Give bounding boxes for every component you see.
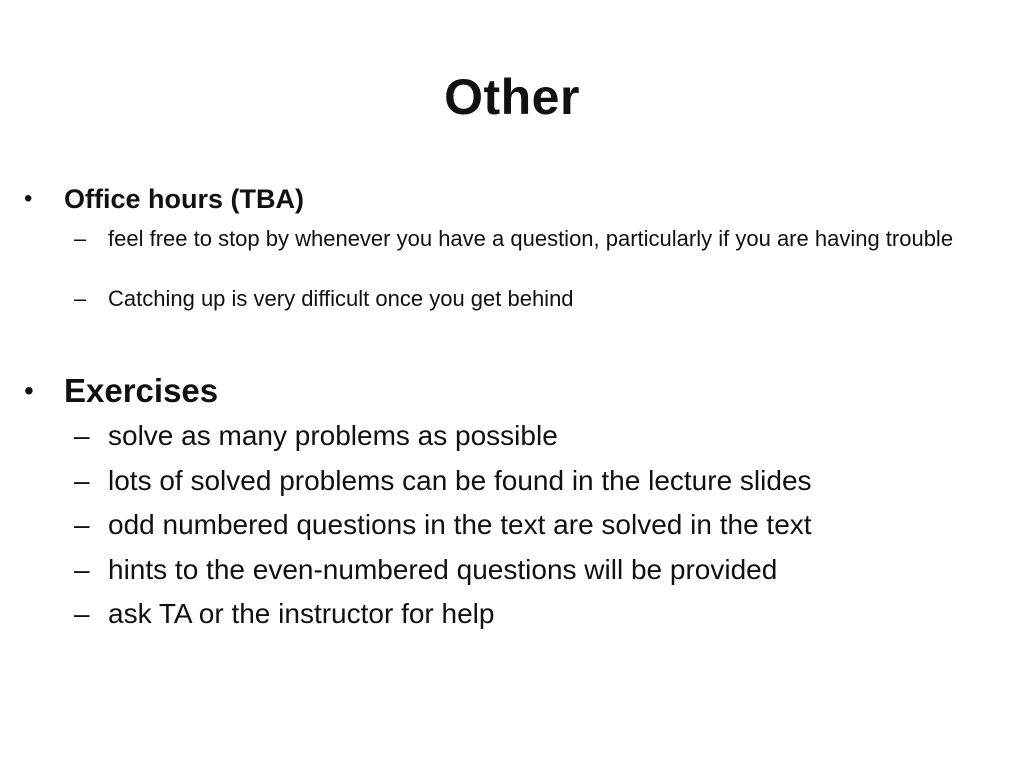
- bullet-section-exercises: [0, 370, 1024, 637]
- dash-icon: –: [74, 553, 90, 585]
- sub-item: [0, 459, 1024, 504]
- dash-icon: –: [74, 464, 90, 496]
- dash-icon: –: [74, 420, 90, 451]
- dash-icon: –: [74, 286, 87, 311]
- sub-item: [0, 284, 1024, 322]
- bullet-heading: Office hours (TBA): [64, 184, 304, 214]
- sub-item-text: lots of solved problems can be found in the lecture slides: [108, 464, 812, 496]
- sub-item-text: solve as many problems as possible: [108, 420, 558, 451]
- sub-item: [0, 503, 1024, 548]
- dash-icon: –: [74, 226, 87, 251]
- dash-icon: –: [74, 509, 90, 540]
- sub-item-text: Catching up is very difficult once you get behind: [108, 286, 574, 311]
- sub-item-text: feel free to stop by whenever you have a question, particularly if you are having trouble: [108, 226, 954, 251]
- bullet-dot-icon: •: [24, 185, 33, 212]
- slide-title: Other: [444, 69, 580, 125]
- bullet-section-office-hours: [0, 182, 1024, 322]
- dash-icon: –: [74, 598, 90, 629]
- sub-item-text: odd numbered questions in the text are solved in the text: [108, 509, 812, 540]
- sub-item: [0, 592, 1024, 637]
- sub-list: [0, 224, 1024, 322]
- sub-item: [0, 548, 1024, 593]
- sub-item: [0, 224, 1024, 284]
- sub-item-text: hints to the even-numbered questions will be provided: [108, 553, 778, 585]
- sub-item: [0, 414, 1024, 459]
- sub-item-text: ask TA or the instructor for help: [108, 598, 495, 629]
- bullet-heading: Exercises: [64, 372, 219, 409]
- sub-list: [0, 414, 1024, 637]
- bullet-item: [0, 182, 1024, 216]
- bullet-item: [0, 370, 1024, 412]
- bullet-dot-icon: •: [24, 375, 34, 406]
